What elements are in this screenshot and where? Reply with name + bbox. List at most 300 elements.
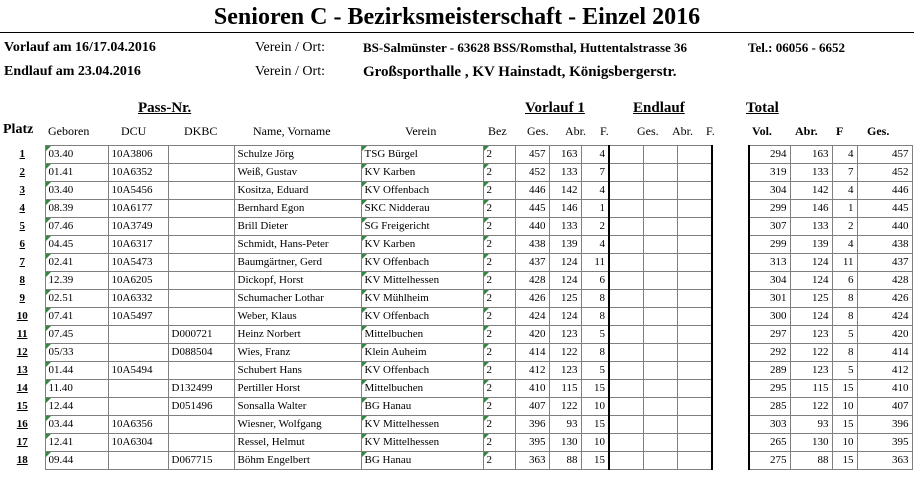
cell-name: Sonsalla Walter bbox=[234, 398, 361, 416]
cell-name: Schumacher Lothar bbox=[234, 290, 361, 308]
cell-platz: 14 bbox=[16, 382, 28, 394]
cell-t-f: 4 bbox=[832, 236, 857, 254]
cell-verein: KV Offenbach bbox=[361, 182, 483, 200]
cell-t-abr: 123 bbox=[790, 362, 832, 380]
cell-v-ges: 426 bbox=[515, 290, 549, 308]
cell-v-abr: 123 bbox=[549, 362, 581, 380]
cell-t-f: 6 bbox=[832, 272, 857, 290]
cell-t-vol: 297 bbox=[749, 326, 790, 344]
cell-t-f: 8 bbox=[832, 308, 857, 326]
cell-v-f: 15 bbox=[581, 452, 609, 470]
cell-v-f: 4 bbox=[581, 182, 609, 200]
cell-dcu: 10A5456 bbox=[108, 182, 168, 200]
cell-name: Baumgärtner, Gerd bbox=[234, 254, 361, 272]
cell-t-ges: 452 bbox=[857, 164, 912, 182]
cell-dkbc bbox=[168, 164, 234, 182]
table-row bbox=[0, 398, 912, 416]
cell-dcu: 10A3806 bbox=[108, 146, 168, 164]
cell-bez: 2 bbox=[483, 308, 515, 326]
cell-bez: 2 bbox=[483, 290, 515, 308]
cell-verein: BG Hanau bbox=[361, 452, 483, 470]
results-table bbox=[0, 145, 913, 470]
table-row bbox=[0, 416, 912, 434]
cell-e-abr bbox=[643, 380, 677, 398]
cell-v-f: 4 bbox=[581, 146, 609, 164]
cell-e-abr bbox=[643, 308, 677, 326]
spacer-cell bbox=[712, 398, 749, 416]
cell-verein: BG Hanau bbox=[361, 398, 483, 416]
cell-t-abr: 130 bbox=[790, 434, 832, 452]
cell-geboren: 02.41 bbox=[45, 254, 108, 272]
cell-geboren: 12.44 bbox=[45, 398, 108, 416]
cell-bez: 2 bbox=[483, 326, 515, 344]
spacer-cell bbox=[712, 236, 749, 254]
cell-t-f: 15 bbox=[832, 452, 857, 470]
cell-t-f: 8 bbox=[832, 344, 857, 362]
cell-geboren: 07.45 bbox=[45, 326, 108, 344]
cell-geboren: 01.41 bbox=[45, 164, 108, 182]
cell-dcu: 10A6304 bbox=[108, 434, 168, 452]
cell-platz: 8 bbox=[19, 274, 25, 286]
header-geboren: Geboren bbox=[48, 124, 90, 138]
table-row bbox=[0, 182, 912, 200]
cell-geboren: 12.39 bbox=[45, 272, 108, 290]
table-row bbox=[0, 380, 912, 398]
cell-e-ges bbox=[609, 416, 643, 434]
cell-dcu: 10A6177 bbox=[108, 200, 168, 218]
section-vorlauf: Vorlauf 1 bbox=[525, 100, 585, 116]
cell-t-abr: 139 bbox=[790, 236, 832, 254]
cell-t-vol: 285 bbox=[749, 398, 790, 416]
table-row bbox=[0, 254, 912, 272]
cell-t-ges: 446 bbox=[857, 182, 912, 200]
cell-geboren: 03.40 bbox=[45, 182, 108, 200]
cell-e-f bbox=[677, 344, 712, 362]
cell-t-f: 4 bbox=[832, 146, 857, 164]
cell-t-ges: 363 bbox=[857, 452, 912, 470]
cell-v-abr: 124 bbox=[549, 308, 581, 326]
cell-bez: 2 bbox=[483, 416, 515, 434]
cell-t-f: 11 bbox=[832, 254, 857, 272]
spacer-cell bbox=[712, 200, 749, 218]
cell-v-f: 11 bbox=[581, 254, 609, 272]
spacer-cell bbox=[712, 308, 749, 326]
cell-e-ges bbox=[609, 146, 643, 164]
cell-e-f bbox=[677, 398, 712, 416]
cell-name: Kositza, Eduard bbox=[234, 182, 361, 200]
cell-verein: KV Offenbach bbox=[361, 362, 483, 380]
cell-geboren: 03.40 bbox=[45, 146, 108, 164]
cell-e-abr bbox=[643, 344, 677, 362]
page-title: Senioren C - Bezirksmeisterschaft - Einzel 2016 bbox=[0, 2, 914, 33]
cell-v-ges: 452 bbox=[515, 164, 549, 182]
cell-t-abr: 123 bbox=[790, 326, 832, 344]
cell-dcu: 10A6317 bbox=[108, 236, 168, 254]
cell-e-f bbox=[677, 380, 712, 398]
cell-e-abr bbox=[643, 200, 677, 218]
cell-geboren: 04.45 bbox=[45, 236, 108, 254]
cell-t-abr: 124 bbox=[790, 272, 832, 290]
cell-e-ges bbox=[609, 218, 643, 236]
cell-e-ges bbox=[609, 272, 643, 290]
cell-v-abr: 122 bbox=[549, 398, 581, 416]
cell-t-vol: 295 bbox=[749, 380, 790, 398]
cell-t-vol: 299 bbox=[749, 236, 790, 254]
cell-dkbc bbox=[168, 218, 234, 236]
cell-dkbc: D088504 bbox=[168, 344, 234, 362]
cell-v-abr: 93 bbox=[549, 416, 581, 434]
cell-platz: 11 bbox=[17, 328, 28, 340]
cell-dkbc bbox=[168, 200, 234, 218]
cell-geboren: 07.46 bbox=[45, 218, 108, 236]
cell-t-abr: 88 bbox=[790, 452, 832, 470]
cell-e-abr bbox=[643, 416, 677, 434]
cell-v-f: 4 bbox=[581, 236, 609, 254]
cell-dcu: 10A6332 bbox=[108, 290, 168, 308]
cell-v-ges: 396 bbox=[515, 416, 549, 434]
cell-v-ges: 420 bbox=[515, 326, 549, 344]
cell-bez: 2 bbox=[483, 254, 515, 272]
cell-platz: 1 bbox=[19, 148, 25, 160]
table-row bbox=[0, 362, 912, 380]
table-row bbox=[0, 308, 912, 326]
cell-e-f bbox=[677, 236, 712, 254]
cell-e-ges bbox=[609, 362, 643, 380]
cell-t-ges: 437 bbox=[857, 254, 912, 272]
cell-t-vol: 292 bbox=[749, 344, 790, 362]
cell-v-abr: 125 bbox=[549, 290, 581, 308]
header-v-abr: Abr. bbox=[565, 124, 586, 138]
cell-dcu: 10A6205 bbox=[108, 272, 168, 290]
cell-e-abr bbox=[643, 452, 677, 470]
cell-t-ges: 426 bbox=[857, 290, 912, 308]
cell-v-abr: 142 bbox=[549, 182, 581, 200]
header-verein: Verein bbox=[405, 124, 437, 138]
header-e-f: F. bbox=[706, 124, 715, 138]
cell-verein: KV Mühlheim bbox=[361, 290, 483, 308]
cell-t-vol: 313 bbox=[749, 254, 790, 272]
spacer-cell bbox=[712, 344, 749, 362]
cell-platz: 5 bbox=[19, 220, 25, 232]
cell-v-f: 6 bbox=[581, 272, 609, 290]
cell-dcu bbox=[108, 344, 168, 362]
cell-t-f: 4 bbox=[832, 182, 857, 200]
cell-v-ges: 414 bbox=[515, 344, 549, 362]
cell-e-f bbox=[677, 308, 712, 326]
cell-bez: 2 bbox=[483, 182, 515, 200]
cell-dcu: 10A6356 bbox=[108, 416, 168, 434]
cell-name: Wies, Franz bbox=[234, 344, 361, 362]
cell-v-f: 15 bbox=[581, 416, 609, 434]
cell-e-ges bbox=[609, 344, 643, 362]
endlauf-date: Endlauf am 23.04.2016 bbox=[4, 64, 141, 79]
cell-t-vol: 299 bbox=[749, 200, 790, 218]
cell-t-ges: 438 bbox=[857, 236, 912, 254]
cell-v-ges: 440 bbox=[515, 218, 549, 236]
cell-t-ges: 440 bbox=[857, 218, 912, 236]
cell-e-ges bbox=[609, 434, 643, 452]
cell-t-f: 2 bbox=[832, 218, 857, 236]
endlauf-ort: Großsporthalle , KV Hainstadt, Königsbergerstr. bbox=[363, 64, 677, 80]
cell-v-ges: 437 bbox=[515, 254, 549, 272]
cell-t-f: 15 bbox=[832, 416, 857, 434]
cell-bez: 2 bbox=[483, 434, 515, 452]
cell-v-ges: 412 bbox=[515, 362, 549, 380]
cell-t-vol: 289 bbox=[749, 362, 790, 380]
cell-v-abr: 88 bbox=[549, 452, 581, 470]
cell-dcu: 10A5494 bbox=[108, 362, 168, 380]
cell-geboren: 03.44 bbox=[45, 416, 108, 434]
cell-t-f: 7 bbox=[832, 164, 857, 182]
cell-dkbc bbox=[168, 362, 234, 380]
cell-verein: Mittelbuchen bbox=[361, 326, 483, 344]
cell-e-f bbox=[677, 452, 712, 470]
cell-bez: 2 bbox=[483, 272, 515, 290]
cell-t-abr: 125 bbox=[790, 290, 832, 308]
cell-geboren: 02.51 bbox=[45, 290, 108, 308]
spacer-cell bbox=[712, 434, 749, 452]
cell-geboren: 07.41 bbox=[45, 308, 108, 326]
cell-e-abr bbox=[643, 398, 677, 416]
cell-platz: 18 bbox=[16, 454, 28, 466]
cell-dkbc: D000721 bbox=[168, 326, 234, 344]
cell-e-f bbox=[677, 218, 712, 236]
cell-bez: 2 bbox=[483, 380, 515, 398]
cell-e-abr bbox=[643, 362, 677, 380]
cell-verein: SKC Nidderau bbox=[361, 200, 483, 218]
cell-t-abr: 163 bbox=[790, 146, 832, 164]
header-bez: Bez bbox=[488, 124, 507, 138]
table-row bbox=[0, 290, 912, 308]
cell-t-vol: 265 bbox=[749, 434, 790, 452]
cell-t-ges: 410 bbox=[857, 380, 912, 398]
cell-t-vol: 319 bbox=[749, 164, 790, 182]
cell-e-abr bbox=[643, 146, 677, 164]
cell-t-abr: 142 bbox=[790, 182, 832, 200]
cell-name: Böhm Engelbert bbox=[234, 452, 361, 470]
cell-name: Dickopf, Horst bbox=[234, 272, 361, 290]
cell-t-vol: 304 bbox=[749, 182, 790, 200]
cell-dkbc: D051496 bbox=[168, 398, 234, 416]
cell-v-abr: 123 bbox=[549, 326, 581, 344]
cell-platz: 3 bbox=[19, 184, 25, 196]
cell-verein: Mittelbuchen bbox=[361, 380, 483, 398]
cell-t-vol: 294 bbox=[749, 146, 790, 164]
cell-v-ges: 428 bbox=[515, 272, 549, 290]
spacer-cell bbox=[712, 452, 749, 470]
cell-t-vol: 303 bbox=[749, 416, 790, 434]
cell-platz: 6 bbox=[19, 238, 25, 250]
cell-name: Pertiller Horst bbox=[234, 380, 361, 398]
cell-t-ges: 414 bbox=[857, 344, 912, 362]
cell-name: Brill Dieter bbox=[234, 218, 361, 236]
cell-bez: 2 bbox=[483, 200, 515, 218]
spacer-cell bbox=[712, 164, 749, 182]
spacer-cell bbox=[712, 146, 749, 164]
cell-verein: TSG Bürgel bbox=[361, 146, 483, 164]
cell-v-abr: 133 bbox=[549, 218, 581, 236]
cell-e-ges bbox=[609, 452, 643, 470]
cell-dkbc bbox=[168, 236, 234, 254]
cell-bez: 2 bbox=[483, 146, 515, 164]
cell-geboren: 11.40 bbox=[45, 380, 108, 398]
header-t-ges: Ges. bbox=[867, 124, 890, 138]
cell-v-ges: 445 bbox=[515, 200, 549, 218]
cell-dcu: 10A3749 bbox=[108, 218, 168, 236]
cell-e-ges bbox=[609, 254, 643, 272]
cell-name: Heinz Norbert bbox=[234, 326, 361, 344]
header-dkbc: DKBC bbox=[184, 124, 218, 138]
spacer-cell bbox=[712, 218, 749, 236]
cell-verein: Klein Auheim bbox=[361, 344, 483, 362]
cell-dkbc: D132499 bbox=[168, 380, 234, 398]
cell-v-abr: 146 bbox=[549, 200, 581, 218]
cell-dkbc bbox=[168, 290, 234, 308]
cell-t-f: 8 bbox=[832, 290, 857, 308]
cell-v-ges: 424 bbox=[515, 308, 549, 326]
cell-bez: 2 bbox=[483, 344, 515, 362]
cell-v-f: 5 bbox=[581, 362, 609, 380]
cell-e-f bbox=[677, 362, 712, 380]
cell-v-f: 2 bbox=[581, 218, 609, 236]
cell-t-f: 5 bbox=[832, 362, 857, 380]
spacer-cell bbox=[712, 182, 749, 200]
cell-e-f bbox=[677, 200, 712, 218]
cell-dkbc bbox=[168, 416, 234, 434]
cell-e-abr bbox=[643, 272, 677, 290]
cell-platz: 15 bbox=[16, 400, 28, 412]
cell-e-ges bbox=[609, 200, 643, 218]
cell-platz: 16 bbox=[16, 418, 28, 430]
cell-bez: 2 bbox=[483, 236, 515, 254]
cell-e-f bbox=[677, 434, 712, 452]
cell-dkbc bbox=[168, 182, 234, 200]
cell-v-ges: 438 bbox=[515, 236, 549, 254]
cell-e-f bbox=[677, 416, 712, 434]
cell-v-f: 1 bbox=[581, 200, 609, 218]
cell-t-vol: 300 bbox=[749, 308, 790, 326]
spacer-cell bbox=[712, 362, 749, 380]
cell-verein: SG Freigericht bbox=[361, 218, 483, 236]
cell-v-abr: 115 bbox=[549, 380, 581, 398]
cell-t-abr: 133 bbox=[790, 164, 832, 182]
cell-verein: KV Karben bbox=[361, 164, 483, 182]
cell-platz: 4 bbox=[19, 202, 25, 214]
endlauf-verein-label: Verein / Ort: bbox=[255, 64, 325, 79]
vorlauf-tel: Tel.: 06056 - 6652 bbox=[748, 40, 846, 55]
cell-v-f: 8 bbox=[581, 308, 609, 326]
vorlauf-date: Vorlauf am 16/17.04.2016 bbox=[4, 40, 156, 55]
cell-t-abr: 146 bbox=[790, 200, 832, 218]
cell-dkbc bbox=[168, 308, 234, 326]
cell-e-abr bbox=[643, 434, 677, 452]
cell-v-ges: 363 bbox=[515, 452, 549, 470]
cell-e-abr bbox=[643, 290, 677, 308]
cell-t-f: 10 bbox=[832, 398, 857, 416]
table-row bbox=[0, 218, 912, 236]
cell-verein: KV Mittelhessen bbox=[361, 434, 483, 452]
cell-t-abr: 93 bbox=[790, 416, 832, 434]
cell-t-abr: 122 bbox=[790, 344, 832, 362]
cell-verein: KV Mittelhessen bbox=[361, 272, 483, 290]
cell-t-ges: 396 bbox=[857, 416, 912, 434]
header-e-abr: Abr. bbox=[672, 124, 693, 138]
cell-dcu bbox=[108, 398, 168, 416]
table-row bbox=[0, 344, 912, 362]
cell-t-abr: 122 bbox=[790, 398, 832, 416]
cell-e-abr bbox=[643, 164, 677, 182]
table-row bbox=[0, 146, 912, 164]
cell-dkbc bbox=[168, 434, 234, 452]
cell-v-abr: 122 bbox=[549, 344, 581, 362]
cell-verein: KV Offenbach bbox=[361, 254, 483, 272]
cell-bez: 2 bbox=[483, 398, 515, 416]
cell-v-ges: 407 bbox=[515, 398, 549, 416]
cell-t-vol: 301 bbox=[749, 290, 790, 308]
cell-v-f: 8 bbox=[581, 344, 609, 362]
cell-dkbc: D067715 bbox=[168, 452, 234, 470]
cell-geboren: 01.44 bbox=[45, 362, 108, 380]
cell-e-abr bbox=[643, 254, 677, 272]
cell-t-vol: 307 bbox=[749, 218, 790, 236]
cell-t-ges: 420 bbox=[857, 326, 912, 344]
cell-v-abr: 130 bbox=[549, 434, 581, 452]
cell-e-abr bbox=[643, 218, 677, 236]
cell-e-f bbox=[677, 182, 712, 200]
cell-dcu bbox=[108, 452, 168, 470]
cell-t-ges: 407 bbox=[857, 398, 912, 416]
cell-dkbc bbox=[168, 272, 234, 290]
cell-v-abr: 133 bbox=[549, 164, 581, 182]
cell-v-f: 5 bbox=[581, 326, 609, 344]
spacer-cell bbox=[712, 254, 749, 272]
cell-name: Schulze Jörg bbox=[234, 146, 361, 164]
spacer-cell bbox=[712, 380, 749, 398]
cell-e-ges bbox=[609, 308, 643, 326]
cell-geboren: 09.44 bbox=[45, 452, 108, 470]
cell-e-ges bbox=[609, 398, 643, 416]
cell-platz: 12 bbox=[16, 346, 28, 358]
cell-name: Wiesner, Wolfgang bbox=[234, 416, 361, 434]
cell-e-abr bbox=[643, 326, 677, 344]
cell-e-ges bbox=[609, 290, 643, 308]
cell-dcu: 10A5473 bbox=[108, 254, 168, 272]
cell-v-f: 10 bbox=[581, 398, 609, 416]
cell-v-f: 7 bbox=[581, 164, 609, 182]
cell-dcu bbox=[108, 326, 168, 344]
cell-e-f bbox=[677, 326, 712, 344]
cell-name: Ressel, Helmut bbox=[234, 434, 361, 452]
cell-t-ges: 445 bbox=[857, 200, 912, 218]
cell-t-ges: 428 bbox=[857, 272, 912, 290]
section-total: Total bbox=[746, 100, 779, 116]
cell-e-f bbox=[677, 164, 712, 182]
cell-t-ges: 395 bbox=[857, 434, 912, 452]
table-row bbox=[0, 272, 912, 290]
section-pass-nr: Pass-Nr. bbox=[138, 100, 192, 116]
cell-geboren: 08.39 bbox=[45, 200, 108, 218]
cell-bez: 2 bbox=[483, 452, 515, 470]
cell-geboren: 12.41 bbox=[45, 434, 108, 452]
cell-e-ges bbox=[609, 182, 643, 200]
table-row bbox=[0, 164, 912, 182]
cell-platz: 10 bbox=[16, 310, 28, 322]
spacer-cell bbox=[712, 290, 749, 308]
cell-name: Schubert Hans bbox=[234, 362, 361, 380]
cell-e-f bbox=[677, 272, 712, 290]
cell-t-f: 5 bbox=[832, 326, 857, 344]
cell-t-f: 1 bbox=[832, 200, 857, 218]
